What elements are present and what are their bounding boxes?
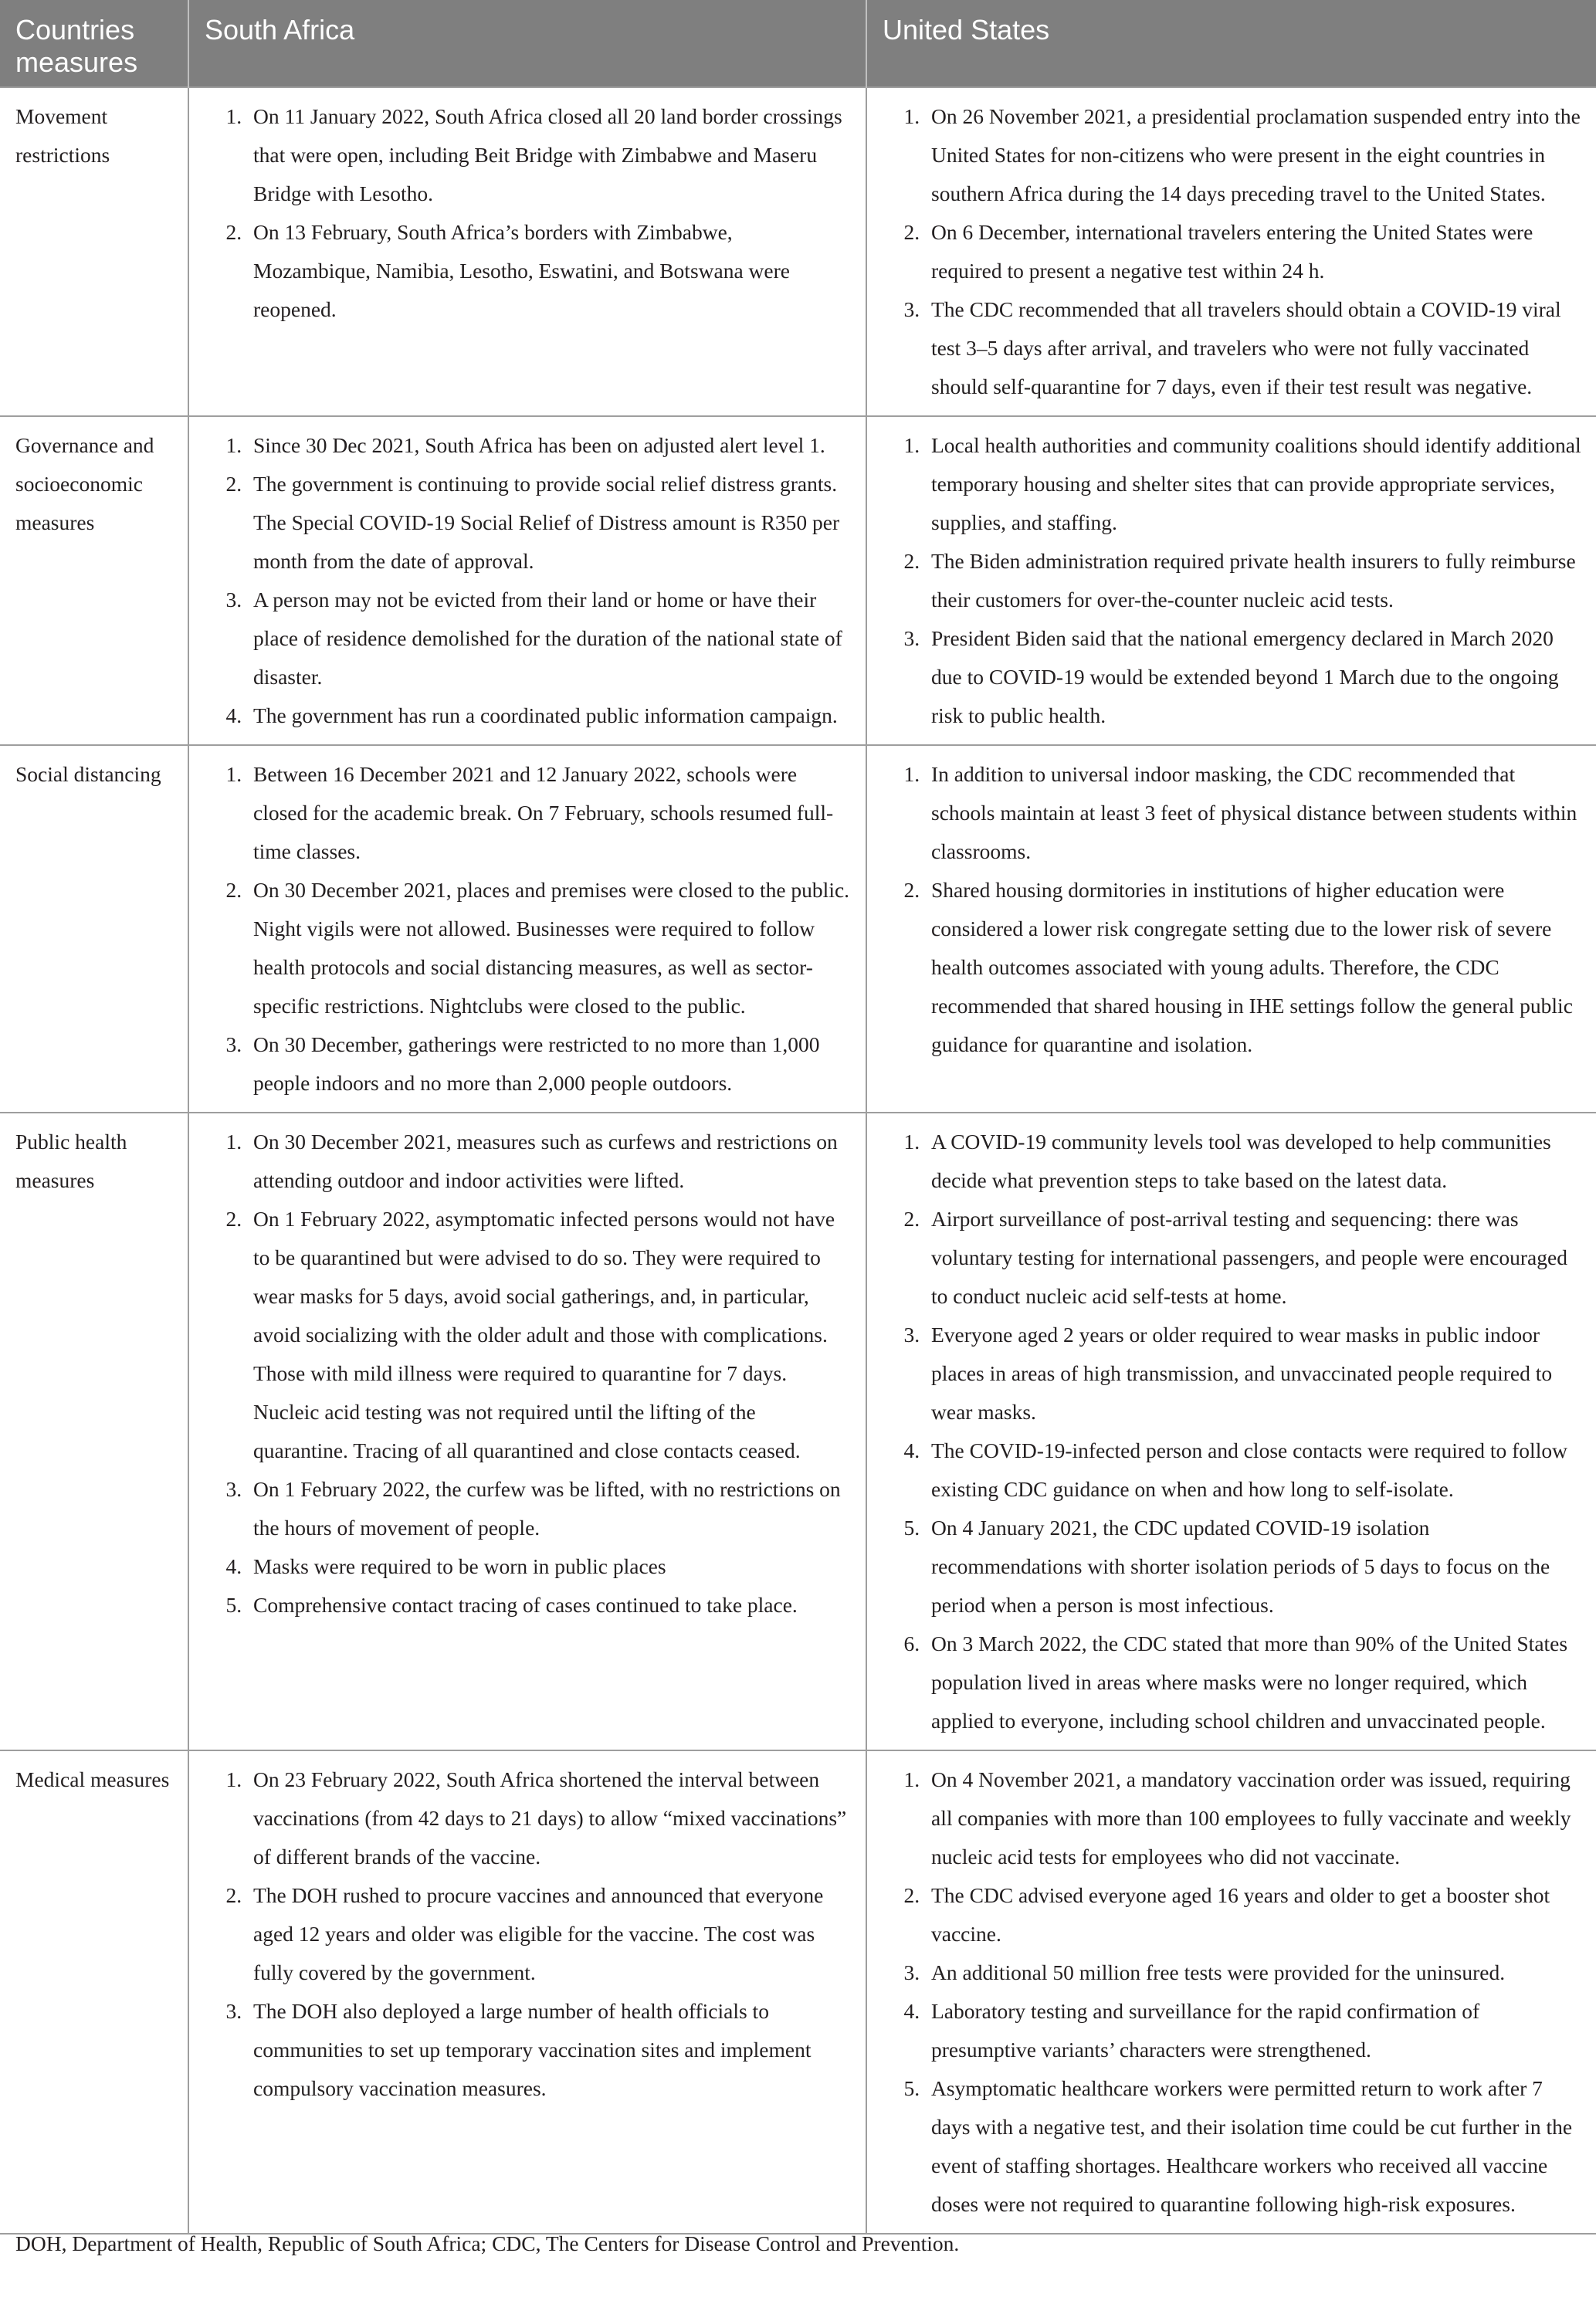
south-africa-cell (188, 87, 866, 416)
list-item: 1. On 30 December 2021, measures such as curfews and restrictions on attending outdoor and indoor activities were lifted. (247, 1123, 853, 1200)
list-item: 1. Since 30 Dec 2021, South Africa has been on adjusted alert level 1. (247, 426, 853, 465)
table-row (0, 745, 1596, 1113)
header-south-africa: South Africa (188, 0, 866, 87)
table-row (0, 87, 1596, 416)
list-item: 3. The CDC recommended that all travelers should obtain a COVID-19 viral test 3–5 days after arrival, and travelers who were not fully vaccinated should self-quarantine for 7 days, even if their test result was negative. (925, 290, 1584, 406)
list-item: 1. On 4 November 2021, a mandatory vaccination order was issued, requiring all companies with more than 100 employees to fully vaccinate and weekly nucleic acid tests for employees who did not vaccinate. (925, 1760, 1584, 1876)
united-states-cell (866, 1750, 1596, 2234)
list-item: 2. On 13 February, South Africa’s borders with Zimbabwe, Mozambique, Namibia, Lesotho, Eswatini, and Botswana were reopened. (247, 213, 853, 329)
category-cell: Public health measures (0, 1113, 188, 1750)
list-item: 1. Local health authorities and community coalitions should identify additional temporary housing and shelter sites that can provide appropriate services, supplies, and staffing. (925, 426, 1584, 542)
united-states-cell (866, 745, 1596, 1113)
measure-list (205, 97, 853, 329)
list-item: 6. On 3 March 2022, the CDC stated that more than 90% of the United States population lived in areas where masks were no longer required, which applied to everyone, including school children and unvaccinated people. (925, 1625, 1584, 1740)
list-item: 3. Everyone aged 2 years or older required to wear masks in public indoor places in areas of high transmission, and unvaccinated people required to wear masks. (925, 1316, 1584, 1432)
list-item: 4. The COVID-19-infected person and close contacts were required to follow existing CDC guidance on when and how long to self-isolate. (925, 1432, 1584, 1509)
measure-list (205, 755, 853, 1103)
list-item: 1. A COVID-19 community levels tool was developed to help communities decide what prevention steps to take based on the latest data. (925, 1123, 1584, 1200)
south-africa-cell (188, 745, 866, 1113)
list-item: 5. Comprehensive contact tracing of cases continued to take place. (247, 1586, 853, 1625)
list-item: 2. On 6 December, international travelers entering the United States were required to present a negative test within 24 h. (925, 213, 1584, 290)
measure-list (205, 1760, 853, 2108)
measure-list (883, 755, 1584, 1064)
list-item: 5. Asymptomatic healthcare workers were permitted return to work after 7 days with a negative test, and their isolation time could be cut further in the event of staffing shortages. Healthcare workers who received all vaccine doses were not required to quarantine following high-risk exposures. (925, 2069, 1584, 2224)
table-row (0, 416, 1596, 745)
measure-list (205, 426, 853, 735)
header-united-states: United States (866, 0, 1596, 87)
measure-list (883, 426, 1584, 735)
list-item: 3. A person may not be evicted from their land or home or have their place of residence demolished for the duration of the national state of disaster. (247, 581, 853, 696)
united-states-cell (866, 87, 1596, 416)
south-africa-cell (188, 416, 866, 745)
list-item: 2. Airport surveillance of post-arrival testing and sequencing: there was voluntary testing for international passengers, and people were encouraged to conduct nucleic acid self-tests at home. (925, 1200, 1584, 1316)
list-item: 1. On 26 November 2021, a presidential proclamation suspended entry into the United States for non-citizens who were present in the eight countries in southern Africa during the 14 days preceding travel to the United States. (925, 97, 1584, 213)
list-item: 4. Masks were required to be worn in public places (247, 1547, 853, 1586)
list-item: 2. The government is continuing to provide social relief distress grants. The Special COVID-19 Social Relief of Distress amount is R350 per month from the date of approval. (247, 465, 853, 581)
header-row (0, 0, 1596, 87)
united-states-cell (866, 1113, 1596, 1750)
table-row (0, 1113, 1596, 1750)
list-item: 3. On 1 February 2022, the curfew was be lifted, with no restrictions on the hours of movement of people. (247, 1470, 853, 1547)
category-cell: Movement restrictions (0, 87, 188, 416)
list-item: 2. On 30 December 2021, places and premises were closed to the public. Night vigils were not allowed. Businesses were required to follow health protocols and social distancing measures, as well as sector-specific restrictions. Nightclubs were closed to the public. (247, 871, 853, 1025)
table-row (0, 1750, 1596, 2234)
table-footnote: DOH, Department of Health, Republic of South Africa; CDC, The Centers for Disease Control and Prevention. (15, 2231, 960, 2255)
header-countries-measures: Countries measures (0, 0, 188, 87)
list-item: 4. Laboratory testing and surveillance for the rapid confirmation of presumptive variants’ characters were strengthened. (925, 1992, 1584, 2069)
list-item: 3. President Biden said that the national emergency declared in March 2020 due to COVID-19 would be extended beyond 1 March due to the ongoing risk to public health. (925, 619, 1584, 735)
list-item: 3. On 30 December, gatherings were restricted to no more than 1,000 people indoors and no more than 2,000 people outdoors. (247, 1025, 853, 1103)
list-item: 5. On 4 January 2021, the CDC updated COVID-19 isolation recommendations with shorter isolation periods of 5 days to focus on the period when a person is most infectious. (925, 1509, 1584, 1625)
category-cell: Governance and socioeconomic measures (0, 416, 188, 745)
list-item: 2. On 1 February 2022, asymptomatic infected persons would not have to be quarantined but were advised to do so. They were required to wear masks for 5 days, avoid social gatherings, and, in particular, avoid socializing with the older adult and those with complications. Those with mild illness were required to quarantine for 7 days. Nucleic acid testing was not required until the lifting of the quarantine. Tracing of all quarantined and close contacts ceased. (247, 1200, 853, 1470)
list-item: 2. The CDC advised everyone aged 16 years and older to get a booster shot vaccine. (925, 1876, 1584, 1953)
south-africa-cell (188, 1113, 866, 1750)
united-states-cell (866, 416, 1596, 745)
list-item: 2. The DOH rushed to procure vaccines and announced that everyone aged 12 years and older was eligible for the vaccine. The cost was fully covered by the government. (247, 1876, 853, 1992)
category-cell: Medical measures (0, 1750, 188, 2234)
list-item: 3. An additional 50 million free tests were provided for the uninsured. (925, 1953, 1584, 1992)
measure-list (205, 1123, 853, 1625)
measure-list (883, 97, 1584, 406)
list-item: 1. In addition to universal indoor masking, the CDC recommended that schools maintain at least 3 feet of physical distance between students within classrooms. (925, 755, 1584, 871)
list-item: 3. The DOH also deployed a large number of health officials to communities to set up temporary vaccination sites and implement compulsory vaccination measures. (247, 1992, 853, 2108)
category-cell: Social distancing (0, 745, 188, 1113)
list-item: 4. The government has run a coordinated public information campaign. (247, 696, 853, 735)
list-item: 1. On 11 January 2022, South Africa closed all 20 land border crossings that were open, including Beit Bridge with Zimbabwe and Maseru Bridge with Lesotho. (247, 97, 853, 213)
measure-list (883, 1760, 1584, 2224)
list-item: 1. On 23 February 2022, South Africa shortened the interval between vaccinations (from 42 days to 21 days) to allow “mixed vaccinations” of different brands of the vaccine. (247, 1760, 853, 1876)
list-item: 2. Shared housing dormitories in institutions of higher education were considered a lower risk congregate setting due to the lower risk of severe health outcomes associated with young adults. Therefore, the CDC recommended that shared housing in IHE settings follow the general public guidance for quarantine and isolation. (925, 871, 1584, 1064)
list-item: 1. Between 16 December 2021 and 12 January 2022, schools were closed for the academic break. On 7 February, schools resumed full-time classes. (247, 755, 853, 871)
measure-list (883, 1123, 1584, 1740)
list-item: 2. The Biden administration required private health insurers to fully reimburse their customers for over-the-counter nucleic acid tests. (925, 542, 1584, 619)
south-africa-cell (188, 1750, 866, 2234)
